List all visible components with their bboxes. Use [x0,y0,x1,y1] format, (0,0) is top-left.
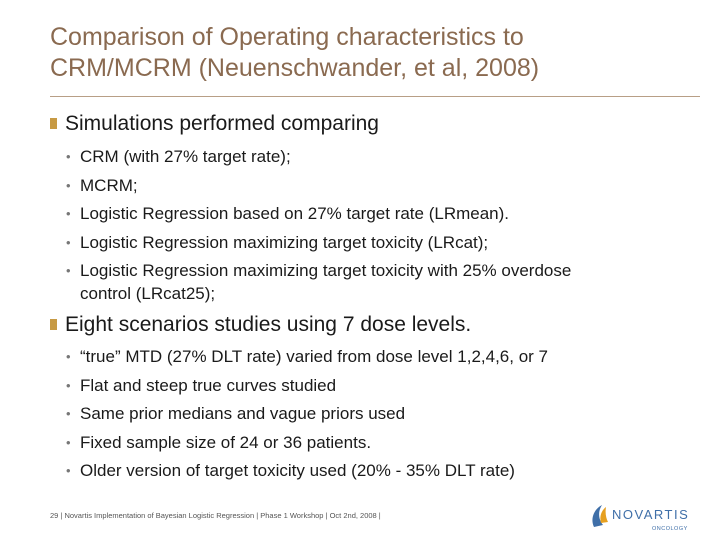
section-heading-simulations: Simulations performed comparing [50,112,690,136]
title-line-1: Comparison of Operating characteristics to [50,23,524,51]
bullet-dot-icon: • [66,178,71,193]
novartis-logo [588,497,698,537]
bullet-item: • MCRM; [66,176,138,195]
bullet-dot-icon: • [66,206,71,221]
bullet-item: • Logistic Regression maximizing target toxicity (LRcat); [66,233,489,252]
bullet-dot-icon: • [66,406,71,421]
bullet-item: • Older version of target toxicity used (20% - 35% DLT rate) [66,461,515,480]
bullet-dot-icon: • [66,235,71,250]
slide-title [50,22,690,84]
bullet-item: • Same prior medians and vague priors used [66,404,406,423]
title-line-2: CRM/MCRM (Neuenschwander, et al, 2008) [50,54,540,82]
bullet-dot-icon: • [66,435,71,450]
bullet-dot-icon: • [66,349,71,364]
logo-wordmark: NOVARTIS [612,507,690,522]
title-divider [50,96,700,97]
bullet-item: • CRM (with 27% target rate); [66,147,291,166]
bullet-item: • Logistic Regression maximizing target toxicity with 25% overdose [66,261,572,280]
bullet-square-icon [50,319,57,330]
bullet-item-continuation: control (LRcat25); [80,284,216,303]
bullet-dot-icon: • [66,463,71,478]
bullet-item: • “true” MTD (27% DLT rate) varied from dose level 1,2,4,6, or 7 [66,347,548,366]
bullet-square-icon [50,118,57,129]
section-heading-scenarios: Eight scenarios studies using 7 dose levels. [50,313,690,337]
bullet-dot-icon: • [66,149,71,164]
bullet-dot-icon: • [66,263,71,278]
novartis-flame-icon [592,505,608,527]
slide-footer: 29 | Novartis Implementation of Bayesian Logistic Regression | Phase 1 Workshop | Oct 2nd, 2008 | [50,511,381,520]
bullet-item: • Logistic Regression based on 27% target rate (LRmean). [66,204,510,223]
logo-subtitle: ONCOLOGY [652,526,688,532]
bullet-item: • Flat and steep true curves studied [66,376,337,395]
bullet-item: • Fixed sample size of 24 or 36 patients. [66,433,372,452]
bullet-dot-icon: • [66,378,71,393]
